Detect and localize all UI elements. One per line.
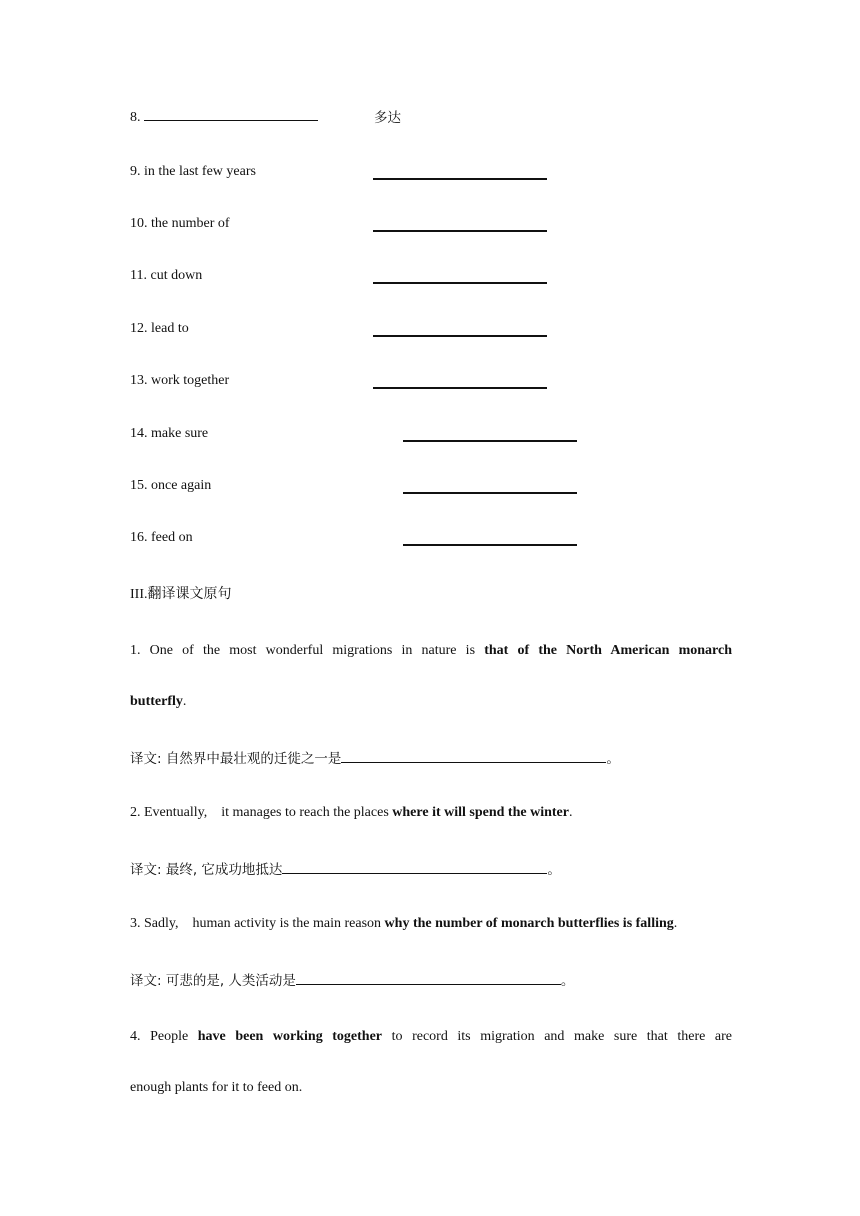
translation-blank[interactable] [341, 748, 606, 763]
translation-end: 。 [606, 751, 620, 767]
answer-blank[interactable] [373, 387, 547, 389]
translation-prefix: 译文: 可悲的是, 人类活动是 [130, 973, 296, 989]
section-title: III.翻译课文原句 [130, 587, 232, 602]
answer-blank[interactable] [403, 492, 577, 494]
sentence-text: 1. One of the most wonderful migrations in nature is [130, 643, 476, 658]
sentence-text: 4. People [130, 1029, 189, 1044]
sentence-text: 3. Sadly, human activity is the main reason [130, 916, 382, 931]
translation-end: 。 [547, 862, 561, 878]
answer-blank[interactable] [373, 230, 547, 232]
translation-2 [130, 858, 561, 878]
translation-blank[interactable] [296, 970, 561, 985]
translation-blank[interactable] [282, 859, 547, 874]
vocab-item-label: 11. cut down [130, 268, 203, 283]
sentence-3 [130, 916, 677, 932]
sentence-end: . [568, 805, 573, 820]
translation-prefix: 译文: 自然界中最壮观的迁徙之一是 [130, 751, 342, 767]
sentence-2 [130, 805, 572, 821]
sentence-bold: why the number of monarch butterflies is falling [384, 916, 674, 931]
sentence-text: 2. Eventually, it manages to reach the places [130, 805, 389, 820]
sentence-end: . [673, 916, 678, 931]
sentence-1-line-2 [130, 694, 186, 710]
answer-blank[interactable] [403, 440, 577, 442]
vocab-item-label: 10. the number of [130, 216, 230, 231]
sentence-bold: butterfly [130, 694, 183, 709]
sentence-end: . [182, 694, 187, 709]
translation-3 [130, 969, 574, 989]
vocab-item-label: 16. feed on [130, 530, 193, 545]
translation-prefix: 译文: 最终, 它成功地抵达 [130, 862, 283, 878]
sentence-4-line-2: enough plants for it to feed on. [130, 1080, 303, 1095]
answer-blank[interactable] [373, 282, 547, 284]
sentence-bold: have been working together [197, 1029, 383, 1044]
answer-blank[interactable] [373, 178, 547, 180]
sentence-4-line-1 [130, 1027, 732, 1047]
vocab-item-label: 13. work together [130, 373, 230, 388]
item-number: 8. [130, 110, 141, 125]
vocab-item-label: 14. make sure [130, 426, 209, 441]
vocab-item-label: 15. once again [130, 478, 212, 493]
vocab-item-8 [130, 106, 318, 126]
answer-blank[interactable] [144, 106, 318, 121]
sentence-text: to record its migration and make sure that there are [391, 1029, 732, 1044]
translation-end: 。 [560, 973, 575, 989]
sentence-1-line-1 [130, 641, 732, 661]
vocab-item-label: 9. in the last few years [130, 164, 256, 179]
answer-blank[interactable] [403, 544, 577, 546]
translation-1 [130, 747, 620, 767]
sentence-bold: where it will spend the winter [392, 805, 569, 820]
vocab-item-label: 12. lead to [130, 321, 189, 336]
answer-blank[interactable] [373, 335, 547, 337]
sentence-bold: that of the North American monarch [484, 643, 733, 658]
chinese-term: 多达 [374, 110, 401, 126]
